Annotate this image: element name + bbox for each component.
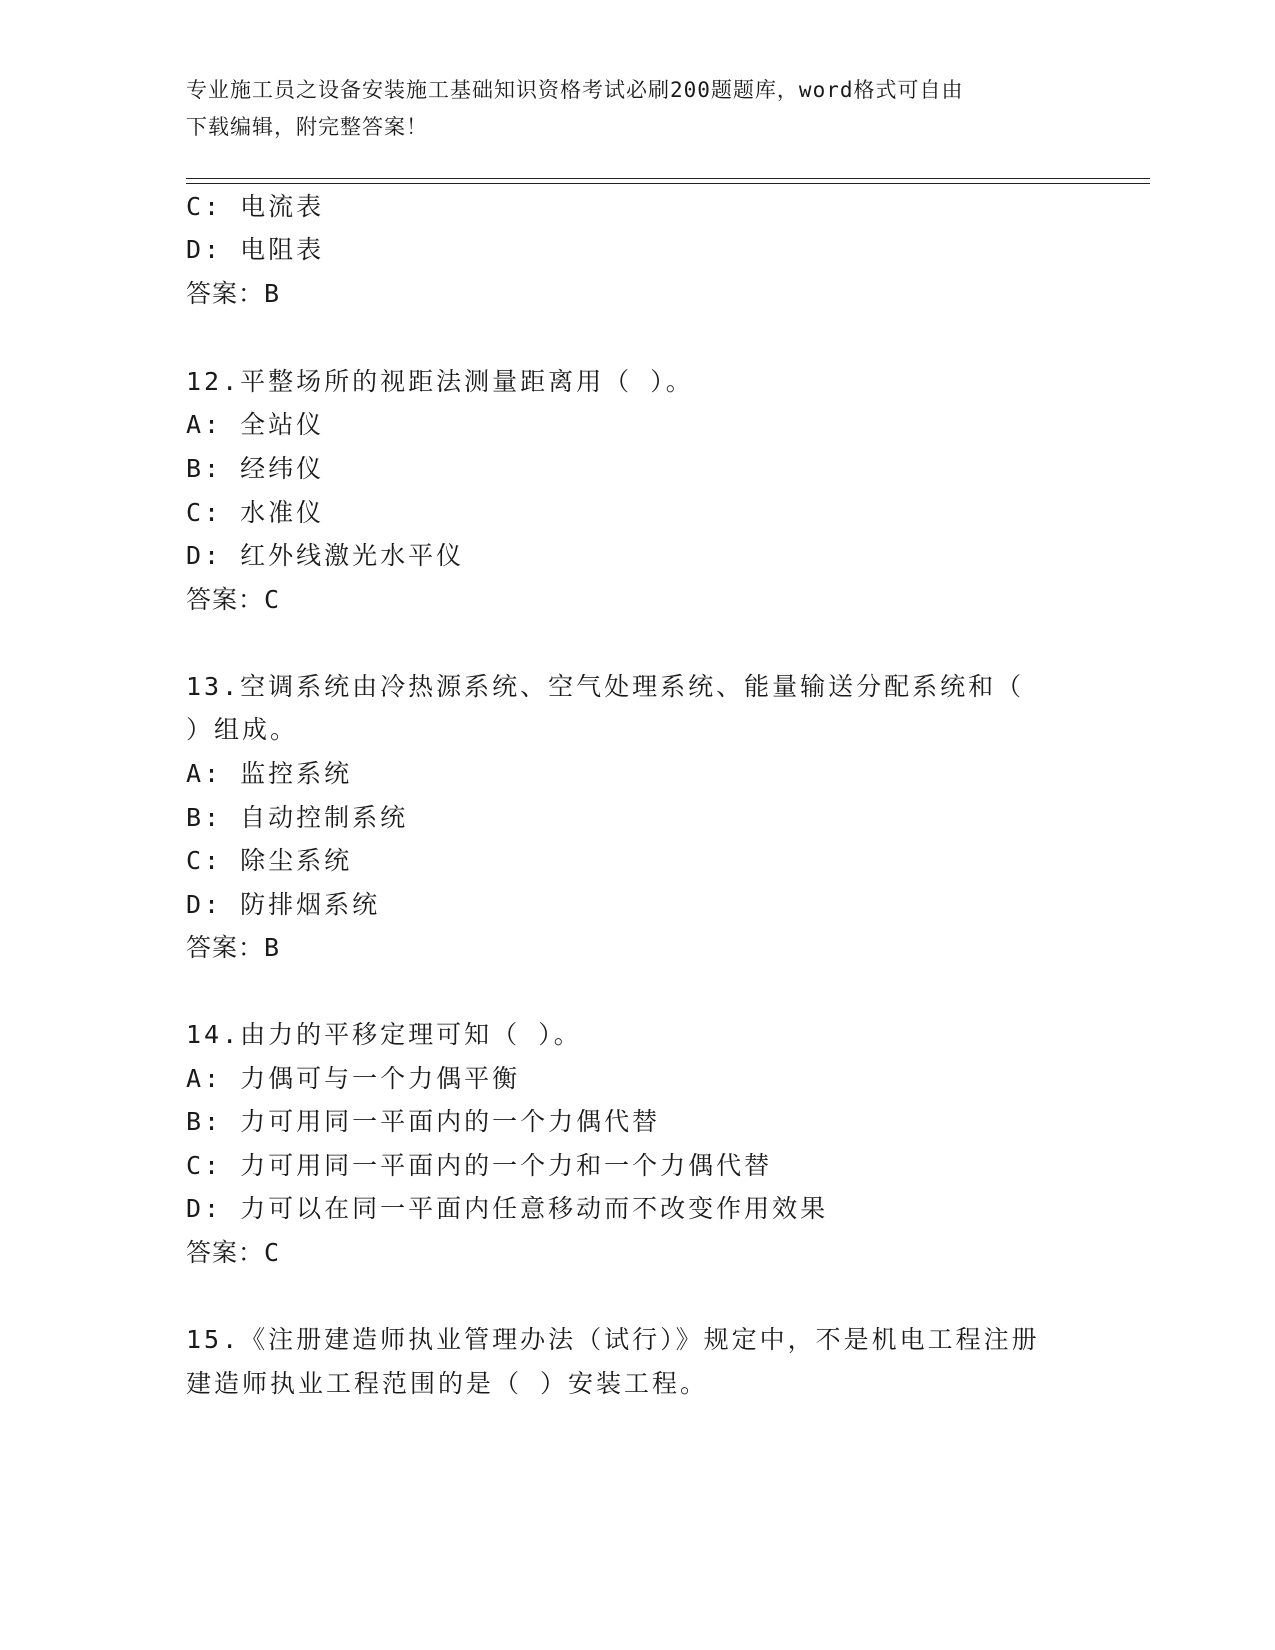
question-13-option-a: A: 监控系统 (186, 759, 353, 788)
question-12-answer (186, 583, 280, 617)
question-14-option-a: A: 力偶可与一个力偶平衡 (186, 1064, 521, 1093)
question-12-option-d: D: 红外线激光水平仪 (186, 541, 465, 570)
answer-label: 答案： (186, 933, 265, 962)
question-12-option-c: C: 水准仪 (186, 498, 325, 527)
question-14-answer (186, 1236, 280, 1270)
answer-value: C (264, 1238, 281, 1267)
question-15-stem: 15.《注册建造师执业管理办法（试行）》规定中，不是机电工程注册 (186, 1325, 1040, 1354)
question-14-option-b: B: 力可用同一平面内的一个力偶代替 (186, 1107, 661, 1136)
question-13-option-d: D: 防排烟系统 (186, 890, 381, 919)
question-14-option-c: C: 力可用同一平面内的一个力和一个力偶代替 (186, 1151, 773, 1180)
question-14-stem: 14.由力的平移定理可知（ ）。 (186, 1020, 582, 1049)
question-13-stem: 13.空调系统由冷热源系统、空气处理系统、能量输送分配系统和（ (186, 672, 1025, 701)
answer-value: B (264, 279, 281, 308)
prev-option-c: C: 电流表 (186, 192, 325, 221)
answer-label: 答案： (186, 585, 265, 614)
question-13-option-c: C: 除尘系统 (186, 846, 353, 875)
question-15-stem-cont: 建造师执业工程范围的是（ ）安装工程。 (186, 1369, 709, 1398)
answer-value: B (264, 933, 281, 962)
question-12-option-b: B: 经纬仪 (186, 454, 325, 483)
question-13-answer (186, 931, 280, 965)
document-header (186, 72, 1066, 146)
question-13-stem-cont: ）组成。 (186, 715, 299, 744)
header-divider-bottom (186, 183, 1150, 184)
header-line-1: 专业施工员之设备安装施工基础知识资格考试必刷200题题库，word格式可自由 (186, 78, 964, 102)
prev-answer (186, 277, 280, 311)
question-12-stem: 12.平整场所的视距法测量距离用（ ）。 (186, 367, 694, 396)
question-12-option-a: A: 全站仪 (186, 410, 325, 439)
answer-label: 答案： (186, 1238, 265, 1267)
answer-label: 答案： (186, 279, 265, 308)
answer-value: C (264, 585, 281, 614)
prev-option-d: D: 电阻表 (186, 235, 325, 264)
question-13-option-b: B: 自动控制系统 (186, 803, 409, 832)
header-divider-top (186, 178, 1150, 179)
header-line-2: 下载编辑，附完整答案！ (186, 115, 428, 139)
question-14-option-d: D: 力可以在同一平面内任意移动而不改变作用效果 (186, 1194, 829, 1223)
